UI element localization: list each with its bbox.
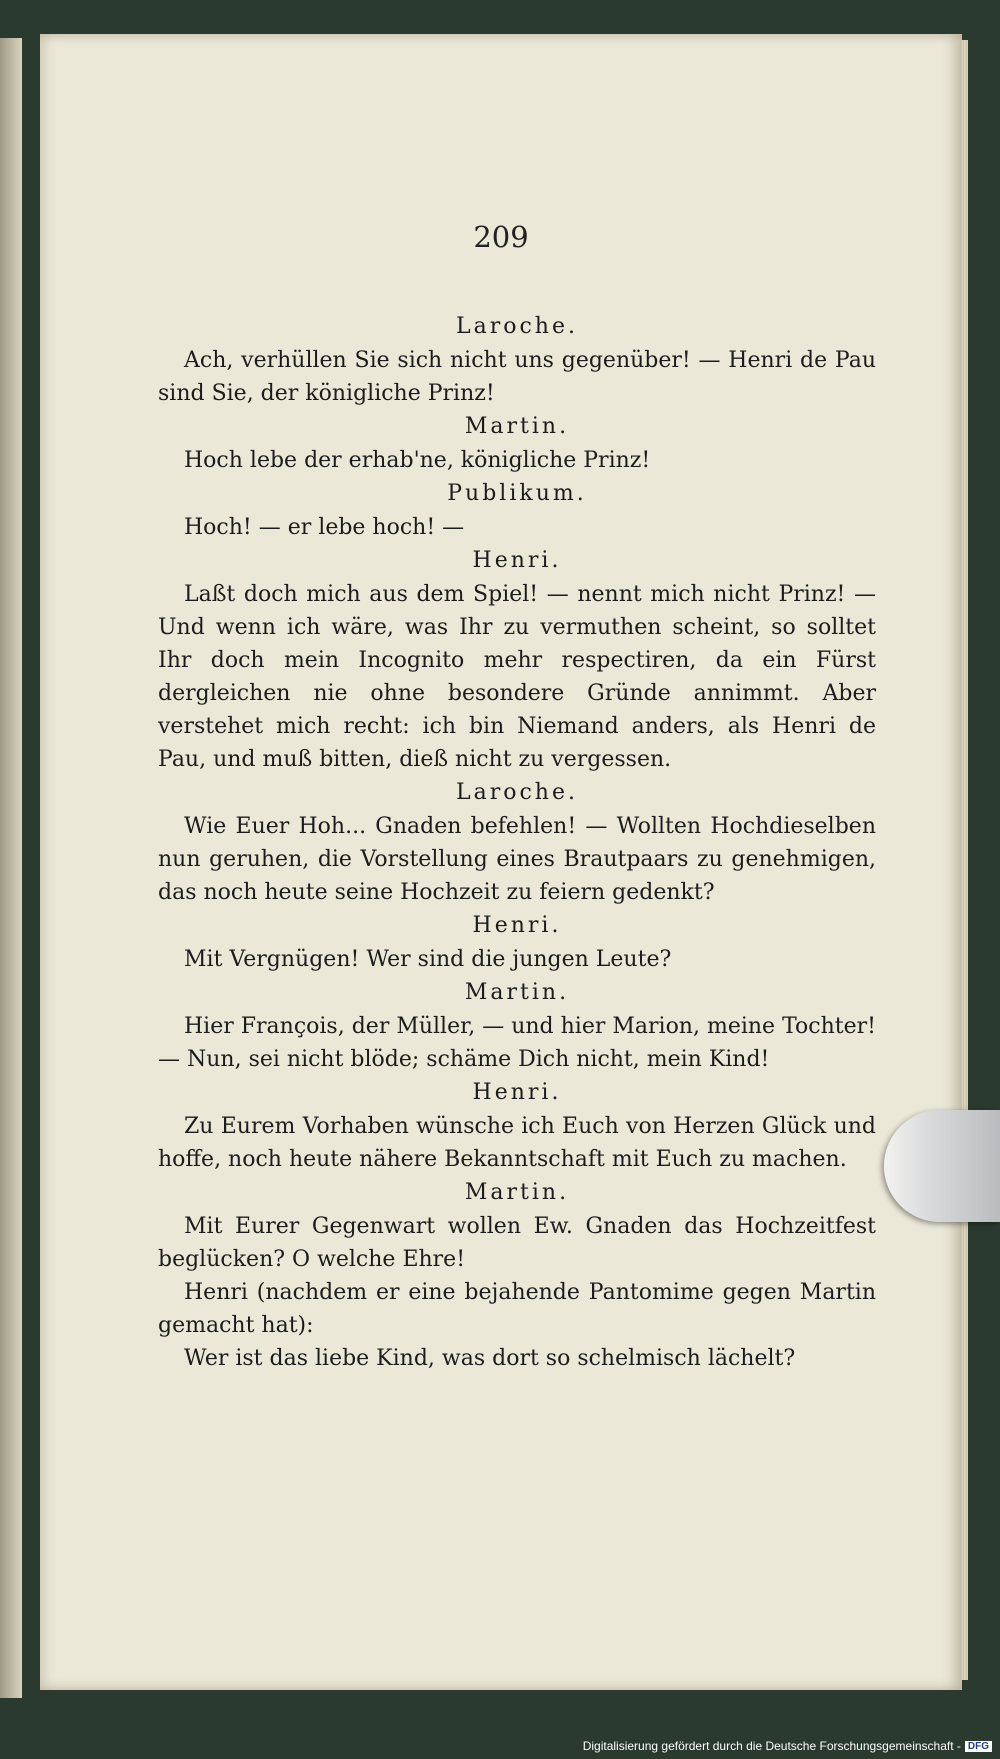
speaker-name: Laroche. [456,780,578,805]
stage-direction: Henri (nachdem er eine bejahende Pantomime gegen Martin gemacht hat): [158,1280,876,1338]
footer-credit [583,1739,992,1753]
dialogue-paragraph: Mit Vergnügen! Wer sind die jungen Leute? [184,947,672,972]
dfg-logo: DFG [965,1741,992,1752]
dialogue-paragraph: Hier François, der Müller, — und hier Marion, meine Tochter! — Nun, sei nicht blöde; schäme Dich nicht, mein Kind! [158,1014,876,1072]
dialogue-paragraph: Ach, verhüllen Sie sich nicht uns gegenüber! — Henri de Pau sind Sie, der königliche Prinz! [158,348,876,406]
dialogue-paragraph: Zu Eurem Vorhaben wünsche ich Euch von Herzen Glück und hoffe, noch heute nähere Bekanntschaft mit Euch zu machen. [158,1114,876,1172]
speaker-name: Henri. [472,913,562,938]
adjacent-page-edge [0,38,22,1698]
dialogue-paragraph: Wie Euer Hoh... Gnaden befehlen! — Wollten Hochdieselben nun geruhen, die Vorstellung eines Brautpaars zu genehmigen, das noch heute seine Hochzeit zu feiern gedenkt? [158,814,876,905]
page-text [158,310,876,1375]
page-holder-clip [884,1110,1000,1222]
speaker-name: Publikum. [447,481,587,506]
dialogue-paragraph: Laßt doch mich aus dem Spiel! — nennt mich nicht Prinz! — Und wenn ich wäre, was Ihr zu vermuthen scheint, so solltet Ihr doch mein Incognito mehr respectiren, da ein Fürst dergleichen nie ohne besondere Gründe annimmt. Aber verstehet mich recht: ich bin Niemand anders, als Henri de Pau, und muß bitten, dieß nicht zu vergessen. [158,582,876,772]
speaker-name: Laroche. [456,314,578,339]
dialogue-paragraph: Mit Eurer Gegenwart wollen Ew. Gnaden das Hochzeitfest beglücken? O welche Ehre! [158,1214,876,1272]
book-page [40,34,962,1690]
dialogue-paragraph: Hoch lebe der erhab'ne, königliche Prinz! [184,448,651,473]
footer-text: Digitalisierung gefördert durch die Deutsche Forschungsgemeinschaft - [582,1739,961,1753]
speaker-name: Martin. [464,414,570,439]
speaker-name: Martin. [464,980,570,1005]
dialogue-paragraph: Hoch! — er lebe hoch! — [184,515,465,540]
page-number: 209 [473,220,529,254]
speaker-name: Henri. [472,1080,562,1105]
speaker-name: Henri. [472,548,562,573]
speaker-name: Martin. [464,1180,570,1205]
dialogue-paragraph: Wer ist das liebe Kind, was dort so schelmisch lächelt? [184,1346,796,1371]
